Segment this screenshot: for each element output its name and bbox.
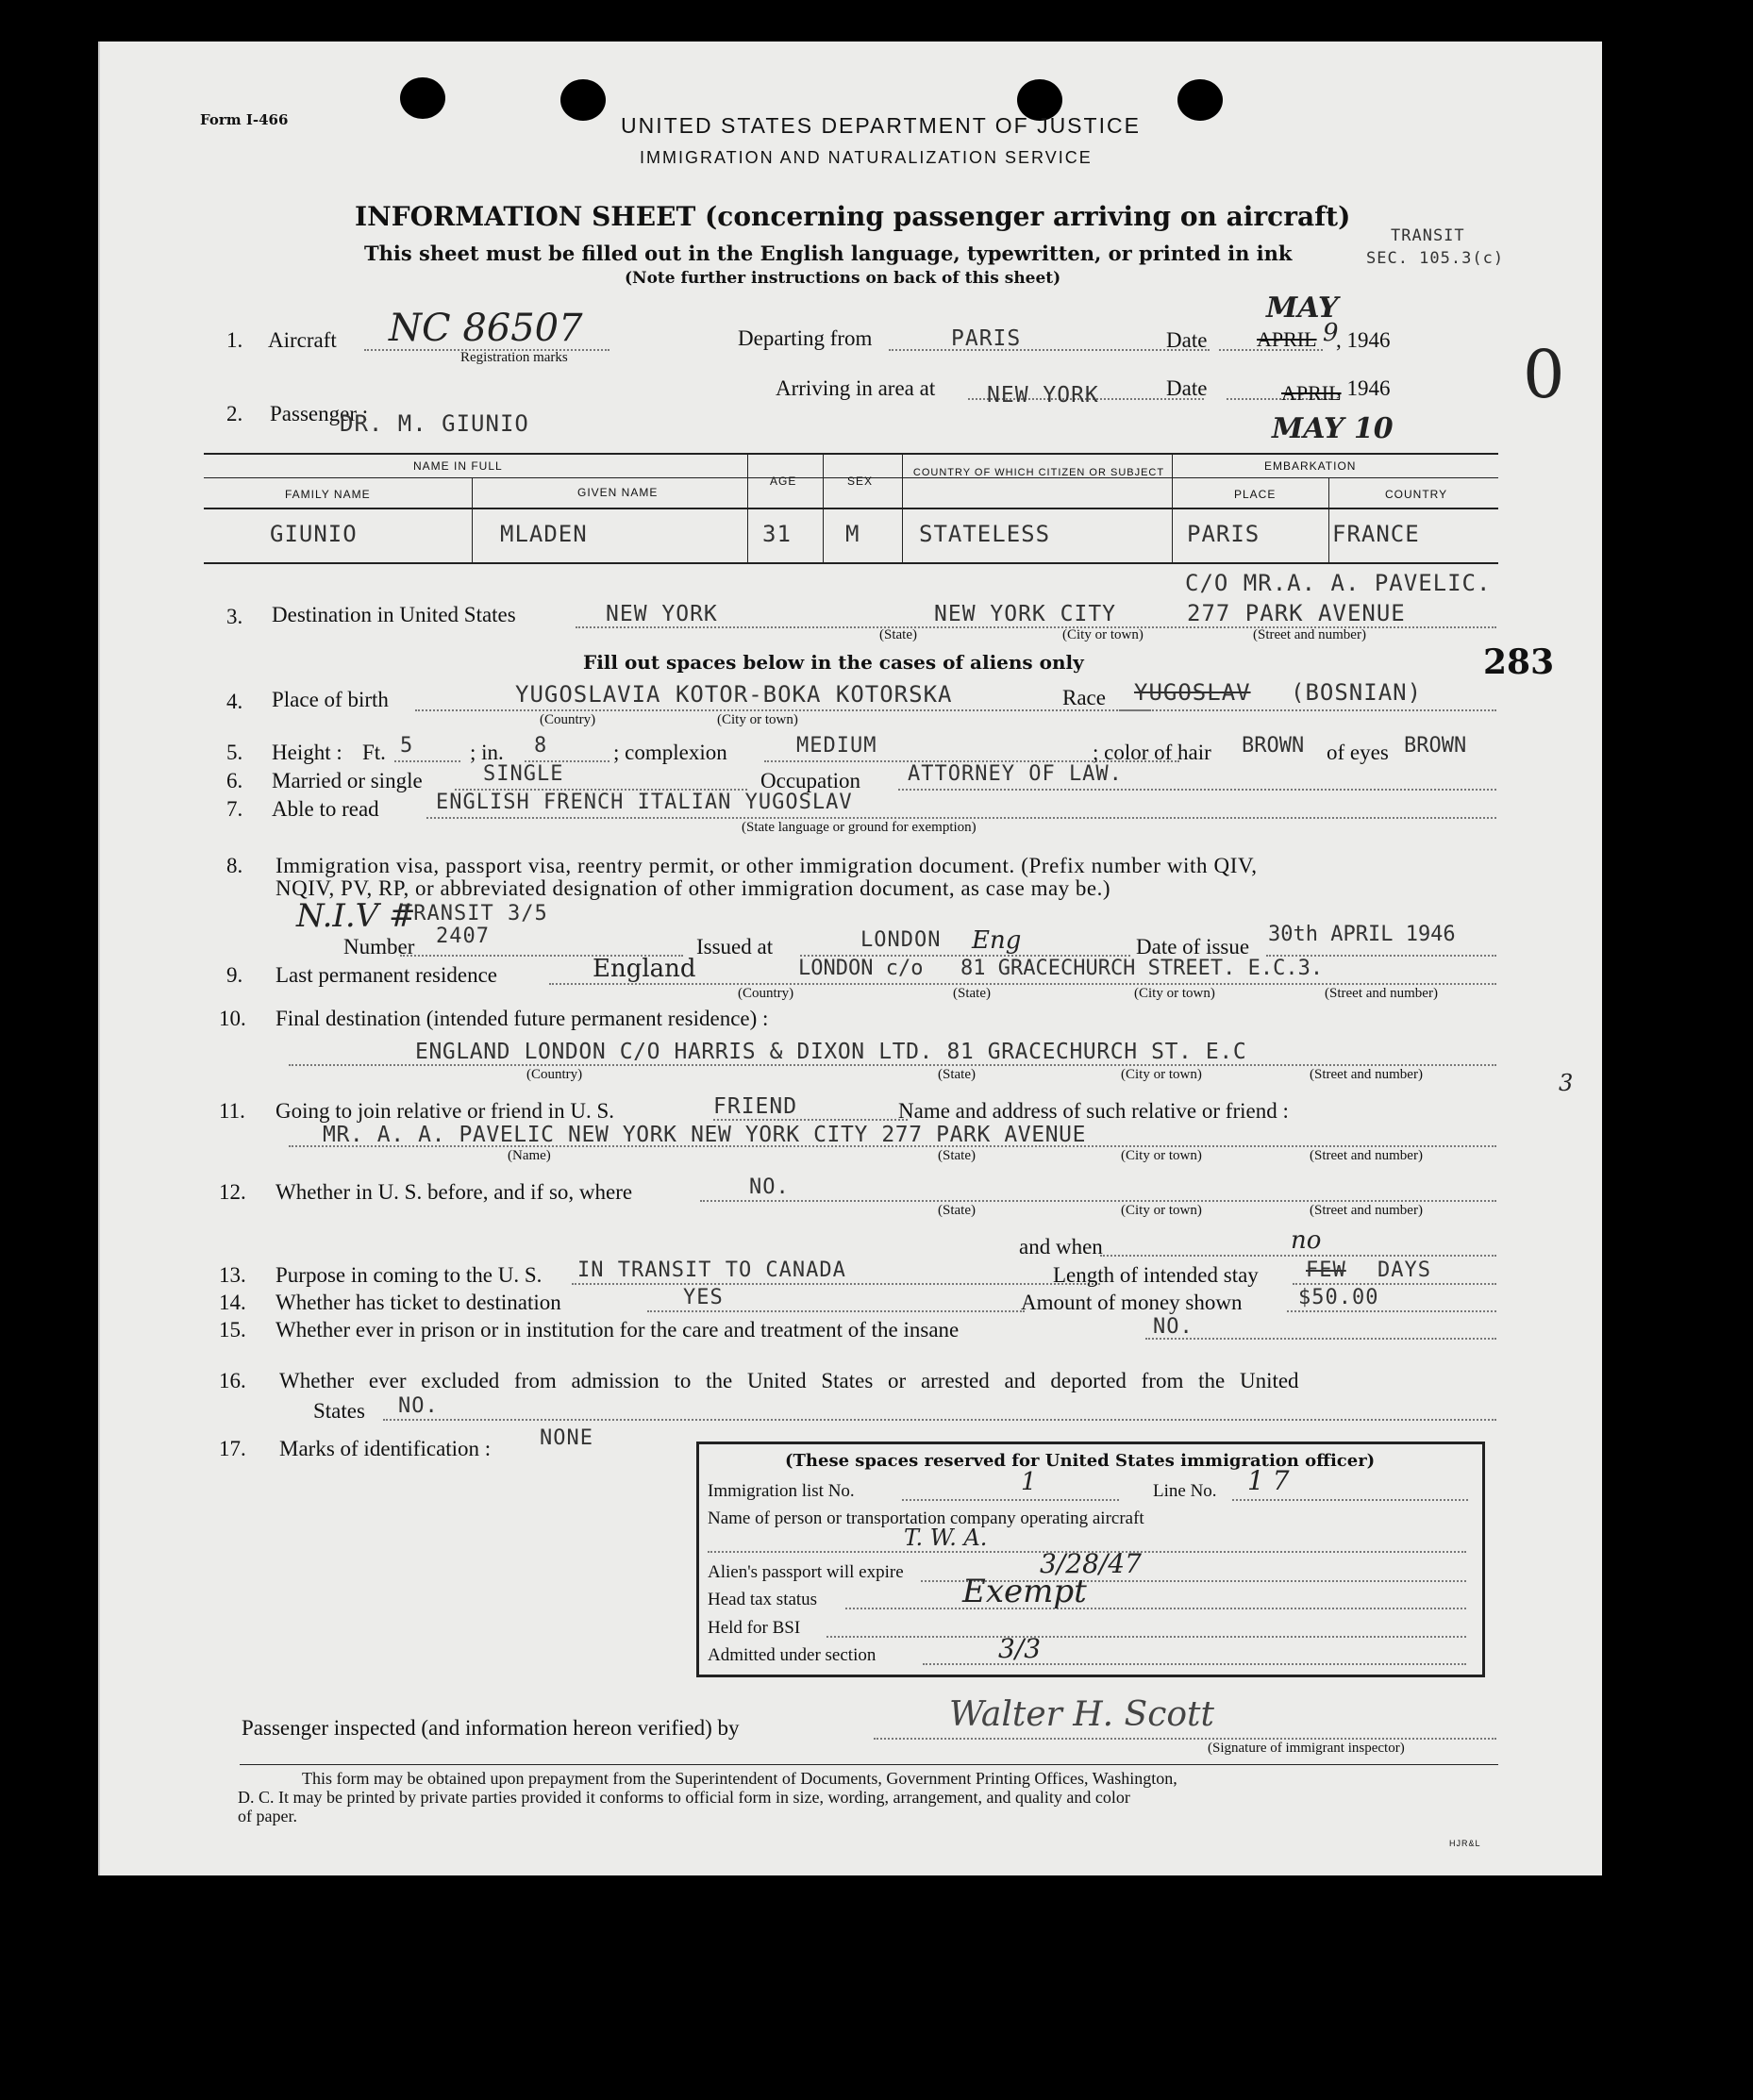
inspected-line [874,1738,1496,1740]
inspector-signature: Walter H. Scott [949,1695,1214,1734]
complexion-label: ; complexion [613,741,727,764]
date2-handwritten: MAY 10 [1272,412,1394,445]
date2-label: Date [1166,376,1208,400]
header-embarkation: EMBARKATION [1264,459,1357,473]
read-line [426,817,1496,819]
caption-country: (Country) [526,1067,583,1082]
residence-label: Last permanent residence [275,963,497,987]
header-age: AGE [770,475,797,488]
passenger-label: Passenger : [270,402,369,425]
cell-place: PARIS [1187,521,1260,547]
header-family-name: FAMILY NAME [285,488,371,501]
eyes-value: BROWN [1404,734,1467,758]
complexion-value: MEDIUM [796,734,877,758]
eyes-label: of eyes [1327,741,1389,764]
header-name-in-full: NAME IN FULL [413,459,503,473]
date-day: 9 [1323,319,1339,347]
purpose-value: IN TRANSIT TO CANADA [577,1258,846,1282]
before-label: Whether in U. S. before, and if so, where [275,1180,633,1204]
birth-value: YUGOSLAVIA KOTOR-BOKA KOTORSKA [515,681,953,708]
departing-label: Departing from [738,326,873,350]
aircraft-label: Aircraft [268,328,337,352]
line-label: Line No. [1153,1481,1217,1501]
issue-date-label: Date of issue [1136,935,1250,958]
caption-city: (City or town) [1121,1148,1202,1163]
cell-country: FRANCE [1332,521,1420,547]
issued-handwritten: Eng [972,926,1022,955]
caption-street: (Street and number) [1310,1203,1423,1218]
destination-city: NEW YORK CITY [934,602,1117,626]
company-label: Name of person or transportation company operating aircraft [708,1508,1144,1528]
caption-street: (Street and number) [1310,1067,1423,1082]
bsi-line [826,1636,1466,1638]
department-title: UNITED STATES DEPARTMENT OF JUSTICE [621,113,1141,138]
table-rule [823,455,824,562]
join-line [713,1119,908,1121]
excluded-line [383,1419,1496,1421]
item-number: 2. [226,402,243,425]
item-number: 12. [219,1180,246,1204]
tax-line [845,1608,1466,1609]
line-line [1232,1499,1468,1501]
issue-date-value: 30th APRIL 1946 [1268,923,1456,946]
destination-street: 277 PARK AVENUE [1187,600,1406,626]
marks-label: Marks of identification : [279,1437,492,1460]
instructions-note: (Note further instructions on back of this sheet) [625,269,1061,288]
departing-line [889,349,1210,351]
caption-city: (City or town) [717,712,798,727]
header-sex: SEX [847,475,874,488]
visa-typed-code: TRANSIT 3/5 [400,902,548,925]
form-number: Form I-466 [200,111,289,128]
caption-state: (State) [938,1203,976,1218]
married-label: Married or single [272,769,423,792]
list-line [902,1499,1119,1501]
date2-year: , 1946 [1336,376,1391,400]
excluded-label: Whether ever excluded from admission to the United States or arrested and deported from the United [279,1369,1299,1392]
header-place: PLACE [1234,488,1277,501]
aircraft-registration: NC 86507 [389,307,583,350]
destination-care-of: C/O MR.A. A. PAVELIC. [1185,570,1492,596]
company-value: T. W. A. [904,1525,988,1551]
passport-label: Alien's passport will expire [708,1562,904,1582]
header-country2: COUNTRY [1385,488,1448,501]
birth-line [415,709,1151,711]
item-number: 8. [226,854,243,877]
caption-name: (Name) [508,1148,551,1163]
final-label: Final destination (intended future permanent residence) : [275,1007,769,1030]
departing-value: PARIS [951,326,1022,351]
issued-label: Issued at [696,935,774,958]
cell-sex: M [845,521,860,547]
feet-label: Ft. [362,741,386,764]
list-label: Immigration list No. [708,1481,855,1501]
section-label: Admitted under section [708,1645,876,1665]
occupation-line [898,789,1496,791]
ticket-line [647,1310,1025,1312]
arriving-label: Arriving in area at [776,376,936,400]
race-label: Race [1062,686,1106,709]
item-number: 16. [219,1369,246,1392]
caption-street: (Street and number) [1325,986,1438,1001]
passport-value: 3/28/47 [1040,1548,1142,1579]
inches-label: ; in. [470,741,504,764]
before-value: NO. [749,1175,790,1199]
when-label: and when [1019,1235,1103,1258]
file-number-stamp: 283 [1483,642,1555,682]
purpose-label: Purpose in coming to the U. S. [275,1263,543,1287]
table-rule [204,453,1498,455]
aliens-note: Fill out spaces below in the cases of aliens only [583,651,1084,674]
footer-line-2: D. C. It may be printed by private parties provided it conforms to official form in size, wording, arrangement, and quality and color [238,1788,1130,1807]
punch-hole [560,79,606,121]
destination-state: NEW YORK [606,602,718,626]
marks-value: NONE [540,1426,593,1450]
caption-street: (Street and number) [1310,1148,1423,1163]
footer-line-1: This form may be obtained upon prepayment from the Superintendent of Documents, Government Printing Offices, Washington, [302,1769,1177,1788]
occupation-label: Occupation [760,769,861,792]
signature-caption: (Signature of immigrant inspector) [1208,1741,1405,1756]
table-rule [747,455,748,562]
stay-line [1293,1283,1496,1285]
tax-value: Exempt [962,1573,1087,1610]
residence-country: England [593,955,696,983]
bsi-label: Held for BSI [708,1618,801,1638]
ticket-value: YES [683,1286,724,1309]
number-label: Number [343,935,415,958]
cell-citizen: STATELESS [919,521,1051,547]
occupation-value: ATTORNEY OF LAW. [908,762,1123,786]
feet-value: 5 [400,734,414,758]
prison-value: NO. [1153,1315,1194,1339]
caption-country: (Country) [738,986,794,1001]
caption-country: (Country) [540,712,596,727]
caption-city: (City or town) [1121,1067,1202,1082]
item-number: 14. [219,1291,246,1314]
service-title: IMMIGRATION AND NATURALIZATION SERVICE [640,148,1093,167]
caption-state: (State) [938,1067,976,1082]
caption-state: (State) [953,986,991,1001]
item-number: 5. [226,741,243,764]
ticket-label: Whether has ticket to destination [275,1291,561,1314]
prison-label: Whether ever in prison or in institution for the care and treatment of the insane [275,1318,960,1342]
passenger-value: DR. M. GIUNIO [340,410,529,437]
line-value: 1 7 [1247,1465,1290,1496]
cell-family-name: GIUNIO [270,521,358,547]
caption-city: (City or town) [1062,627,1144,642]
item-number: 9. [226,963,243,987]
residence-line [549,983,1496,985]
page-title: INFORMATION SHEET (concerning passenger arriving on aircraft) [355,201,1351,232]
caption-state: (State) [879,627,917,642]
item-number: 11. [219,1099,245,1123]
item-number: 15. [219,1318,246,1342]
item-number: 1. [226,328,243,352]
feet-line [394,760,460,762]
married-value: SINGLE [483,762,564,786]
section-stamp: SEC. 105.3(c) [1366,249,1505,268]
header-country: COUNTRY OF WHICH CITIZEN OR SUBJECT [912,467,1165,478]
destination-label: Destination in United States [272,603,516,626]
final-value: ENGLAND LONDON C/O HARRIS & DIXON LTD. 81 GRACECHURCH ST. E.C [415,1040,1247,1064]
item-number: 7. [226,797,243,821]
table-rule [902,455,903,562]
inspected-label: Passenger inspected (and information hereon verified) by [242,1716,740,1740]
issued-value: LONDON [860,928,942,952]
item-number: 3. [226,605,243,628]
item-number: 17. [219,1437,246,1460]
residence-state: LONDON c/o [798,957,924,980]
date-struck-month: APRIL [1257,327,1317,351]
table-rule [204,562,1498,564]
punch-hole [400,77,445,119]
purpose-line [572,1283,1100,1285]
money-line [1287,1310,1496,1312]
hair-label: ; color of hair [1093,741,1211,764]
race-struck: YUGOSLAV [1134,679,1251,706]
caption-city: (City or town) [1121,1203,1202,1218]
when-value: no [1291,1226,1322,1255]
footer-line-3: of paper. [238,1807,297,1825]
arriving-value: NEW YORK [987,383,1099,408]
join-address-value: MR. A. A. PAVELIC NEW YORK NEW YORK CITY 277 PARK AVENUE [323,1123,1087,1147]
excluded-value: NO. [398,1394,439,1418]
table-rule [1328,477,1329,562]
list-value: 1 [1021,1468,1037,1496]
join-address-label: Name and address of such relative or friend : [898,1099,1289,1123]
cell-given-name: MLADEN [500,521,588,547]
cell-age: 31 [762,521,792,547]
when-line [1100,1255,1496,1257]
read-label: Able to read [272,797,379,821]
money-value: $50.00 [1298,1286,1379,1309]
inches-value: 8 [534,734,548,758]
table-rule [1172,455,1173,562]
header-given-name: GIVEN NAME [577,486,659,499]
final-handwritten: 3 [1559,1070,1574,1096]
stay-struck: FEW [1306,1258,1346,1282]
join-value: FRIEND [713,1094,798,1119]
number-value: 2407 [436,925,490,948]
birth-label: Place of birth [272,688,389,711]
race-value: (BOSNIAN) [1291,679,1423,706]
section-value: 3/3 [998,1633,1042,1664]
height-label: Height : [272,741,342,764]
registration-caption: Registration marks [460,350,568,365]
caption-city: (City or town) [1134,986,1215,1001]
money-label: Amount of money shown [1021,1291,1243,1314]
officer-box-title: (These spaces reserved for United States immigration officer) [785,1451,1376,1471]
item-number: 6. [226,769,243,792]
read-caption: (State language or ground for exemption) [742,820,977,835]
date-year: , 1946 [1336,328,1391,352]
item-number: 4. [226,690,243,713]
caption-street: (Street and number) [1253,627,1366,642]
item-number: 10. [219,1007,246,1030]
race-line [1119,709,1496,711]
date-month-handwritten: MAY [1266,292,1339,325]
date2-struck-month: APRIL [1281,381,1342,405]
visa-text-2: NQIV, PV, RP, or abbreviated designation of other immigration document, as case may be.) [275,876,1111,900]
before-line [700,1200,1496,1202]
join-label: Going to join relative or friend in U. S. [275,1099,614,1123]
stay-label: Length of intended stay [1053,1263,1259,1287]
footer-rule [240,1764,1498,1765]
circle-mark: 0 [1523,336,1565,413]
table-rule [204,508,1498,509]
form-sheet [98,42,1602,1875]
punch-hole [1177,79,1223,121]
prison-line [1145,1338,1496,1340]
tax-label: Head tax status [708,1590,818,1609]
visa-text-1: Immigration visa, passport visa, reentry permit, or other immigration document. (Prefix number with QIV, [275,854,1258,877]
printer-mark: HJR&L [1449,1839,1481,1848]
stay-value: DAYS [1377,1258,1431,1282]
table-rule [472,477,473,562]
residence-street: 81 GRACECHURCH STREET. E.C.3. [960,957,1324,980]
final-line [289,1064,1496,1066]
visa-handwritten-code: N.I.V # [296,897,416,935]
caption-state: (State) [938,1148,976,1163]
transit-stamp: TRANSIT [1391,226,1465,245]
subtitle: This sheet must be filled out in the English language, typewritten, or printed in ink [364,242,1293,265]
item-number: 13. [219,1263,246,1287]
read-value: ENGLISH FRENCH ITALIAN YUGOSLAV [436,791,853,814]
hair-value: BROWN [1242,734,1305,758]
excluded-label-2: States [313,1399,365,1423]
date-label: Date [1166,328,1208,352]
